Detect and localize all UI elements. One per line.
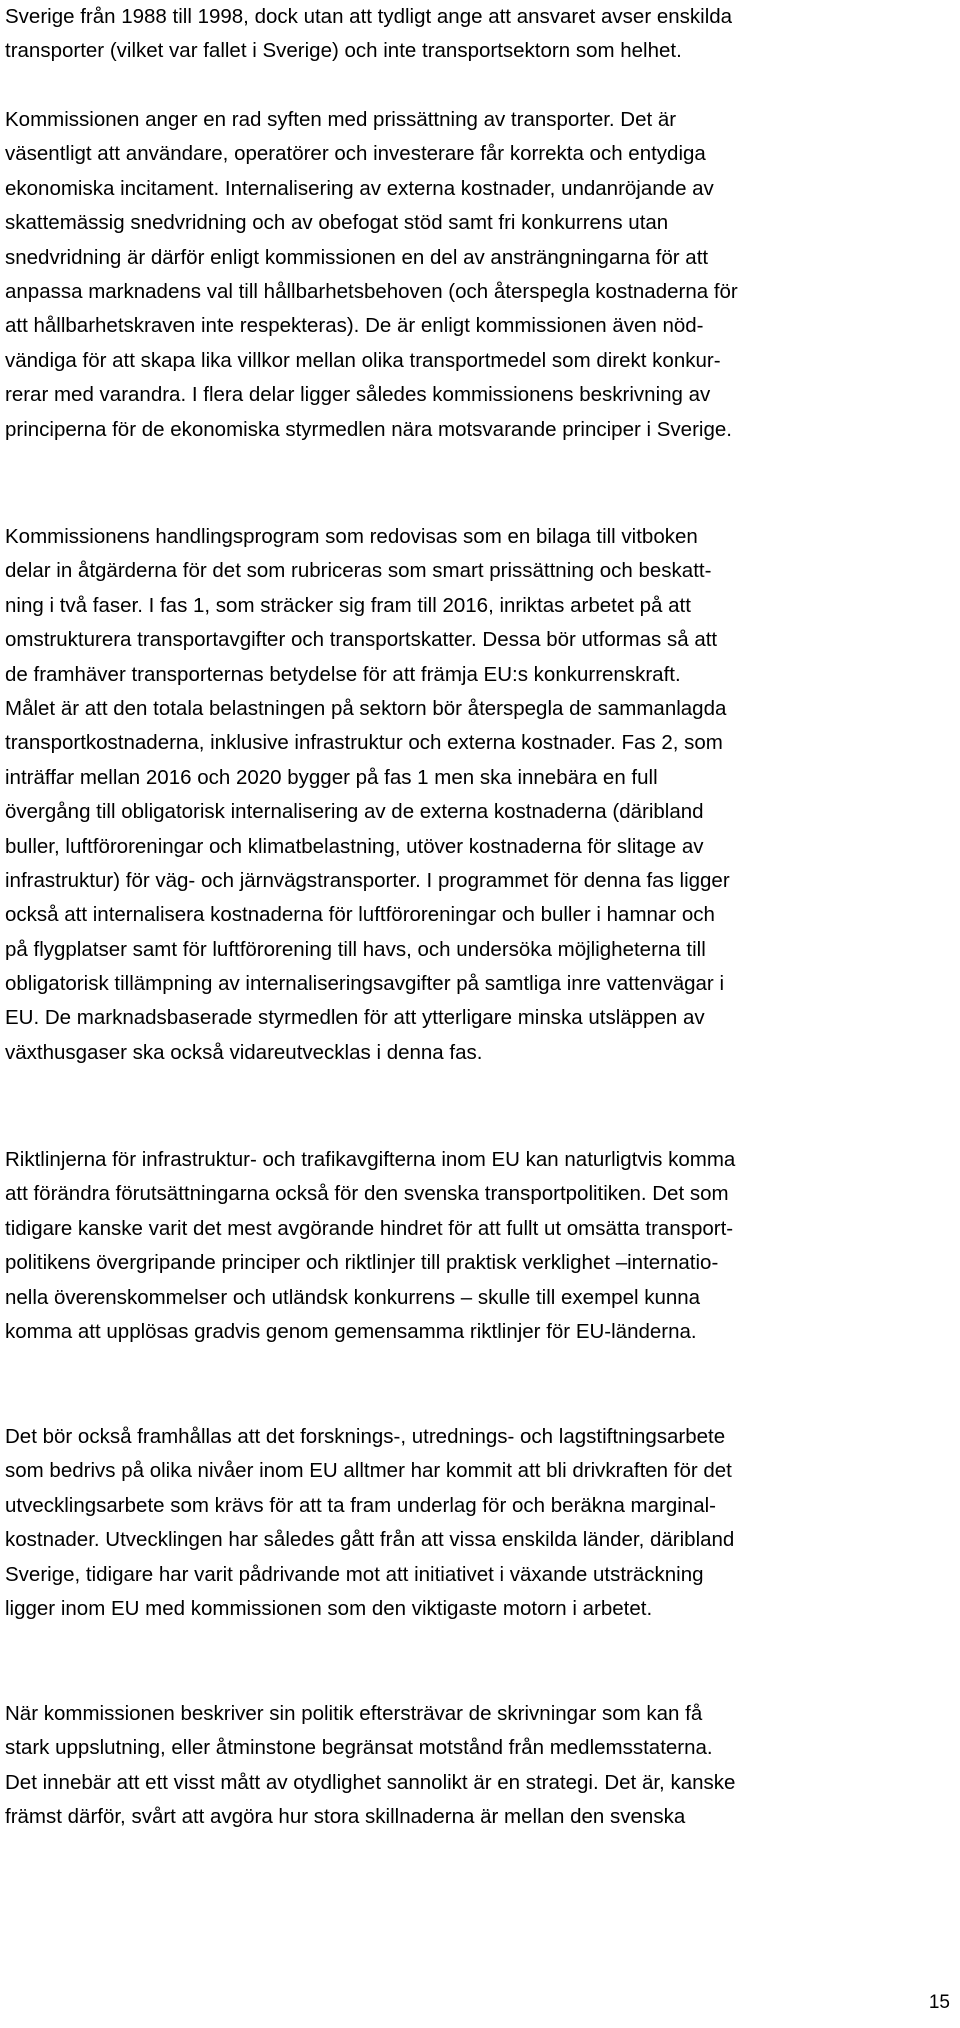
text-line: tidigare kanske varit det mest avgörande hindret för att fullt ut omsätta transport-	[5, 1216, 734, 1240]
text-line: obligatorisk tillämpning av internaliseringsavgifter på samtliga inre vattenvägar i	[5, 972, 725, 996]
text-line: transportkostnaderna, inklusive infrastruktur och externa kostnader. Fas 2, som	[5, 731, 723, 755]
paragraph-3	[5, 520, 950, 1070]
text-line: infrastruktur) för väg- och järnvägstransporter. I programmet för denna fas ligger	[5, 868, 730, 892]
text-line: anpassa marknadens val till hållbarhetsbehoven (och återspegla kostnaderna för	[5, 279, 738, 303]
paragraph-5	[5, 1420, 950, 1626]
text-line: snedvridning är därför enligt kommissionen en del av ansträngningarna för att	[5, 245, 709, 269]
text-line: Det innebär att ett visst mått av otydlighet sannolikt är en strategi. Det är, kanske	[5, 1770, 736, 1794]
text-line: ligger inom EU med kommissionen som den viktigaste motorn i arbetet.	[5, 1596, 653, 1620]
paragraph-2	[5, 103, 950, 447]
text-line: växthusgaser ska också vidareutvecklas i denna fas.	[5, 1040, 483, 1064]
text-line: skattemässig snedvridning och av obefogat stöd samt fri konkurrens utan	[5, 211, 669, 235]
text-line: de framhäver transporternas betydelse för att främja EU:s konkurrenskraft.	[5, 662, 681, 686]
text-line: Sverige från 1988 till 1998, dock utan att tydligt ange att ansvaret avser enskilda	[5, 5, 733, 28]
text-line: delar in åtgärderna för det som rubriceras som smart prissättning och beskatt-	[5, 559, 712, 583]
text-line: Kommissionens handlingsprogram som redovisas som en bilaga till vitboken	[5, 525, 698, 548]
text-line: att hållbarhetskraven inte respekteras). De är enligt kommissionen även nöd-	[5, 314, 704, 338]
text-line: Riktlinjerna för infrastruktur- och trafikavgifterna inom EU kan naturligtvis komma	[5, 1148, 736, 1171]
text-line: Målet är att den totala belastningen på sektorn bör återspegla de sammanlagda	[5, 696, 727, 720]
paragraph-1	[5, 0, 950, 69]
text-line: inträffar mellan 2016 och 2020 bygger på fas 1 men ska innebära en full	[5, 765, 658, 789]
text-line: När kommissionen beskriver sin politik eftersträvar de skrivningar som kan få	[5, 1702, 703, 1725]
text-line: komma att upplösas gradvis genom gemensamma riktlinjer för EU-länderna.	[5, 1319, 697, 1343]
paragraph-4	[5, 1143, 950, 1349]
paragraph-6	[5, 1697, 950, 1835]
text-line: övergång till obligatorisk internalisering av de externa kostnaderna (däribland	[5, 800, 704, 824]
text-line: ning i två faser. I fas 1, som sträcker sig fram till 2016, inriktas arbetet på att	[5, 593, 691, 617]
text-line: främst därför, svårt att avgöra hur stora skillnaderna är mellan den svenska	[5, 1805, 686, 1829]
text-line: ekonomiska incitament. Internalisering av externa kostnader, undanröjande av	[5, 176, 714, 200]
text-line: stark uppslutning, eller åtminstone begränsat motstånd från medlemsstaterna.	[5, 1736, 713, 1760]
text-line: transporter (vilket var fallet i Sverige) och inte transportsektorn som helhet.	[5, 39, 682, 63]
text-line: på flygplatser samt för luftförorening till havs, och undersöka möjligheterna till	[5, 937, 706, 961]
page-number: 15	[928, 1992, 950, 2013]
text-line: kostnader. Utvecklingen har således gått från att vissa enskilda länder, däribland	[5, 1528, 735, 1552]
text-line: principerna för de ekonomiska styrmedlen nära motsvarande principer i Sverige.	[5, 417, 732, 441]
text-line: politikens övergripande principer och riktlinjer till praktisk verklighet –internatio-	[5, 1251, 719, 1275]
text-line: Sverige, tidigare har varit pådrivande mot att initiativet i växande utsträckning	[5, 1562, 704, 1586]
text-line: nella överenskommelser och utländsk konkurrens – skulle till exempel kunna	[5, 1285, 701, 1309]
text-line: Det bör också framhållas att det forsknings-, utrednings- och lagstiftningsarbete	[5, 1425, 726, 1448]
text-line: buller, luftföroreningar och klimatbelastning, utöver kostnaderna för slitage av	[5, 834, 704, 858]
text-line: omstrukturera transportavgifter och transportskatter. Dessa bör utformas så att	[5, 628, 718, 652]
text-line: att förändra förutsättningarna också för den svenska transportpolitiken. Det som	[5, 1182, 729, 1206]
text-line: som bedrivs på olika nivåer inom EU alltmer har kommit att bli drivkraften för det	[5, 1459, 732, 1483]
text-line: utvecklingsarbete som krävs för att ta fram underlag för och beräkna marginal-	[5, 1493, 716, 1517]
text-line: vändiga för att skapa lika villkor mellan olika transportmedel som direkt konkur-	[5, 348, 721, 372]
text-line: rerar med varandra. I flera delar ligger således kommissionens beskrivning av	[5, 383, 711, 407]
text-line: Kommissionen anger en rad syften med prissättning av transporter. Det är	[5, 108, 677, 131]
text-line: väsentligt att användare, operatörer och investerare får korrekta och entydiga	[5, 142, 706, 166]
text-line: också att internalisera kostnaderna för luftföroreningar och buller i hamnar och	[5, 903, 715, 927]
text-line: EU. De marknadsbaserade styrmedlen för att ytterligare minska utsläppen av	[5, 1006, 705, 1030]
